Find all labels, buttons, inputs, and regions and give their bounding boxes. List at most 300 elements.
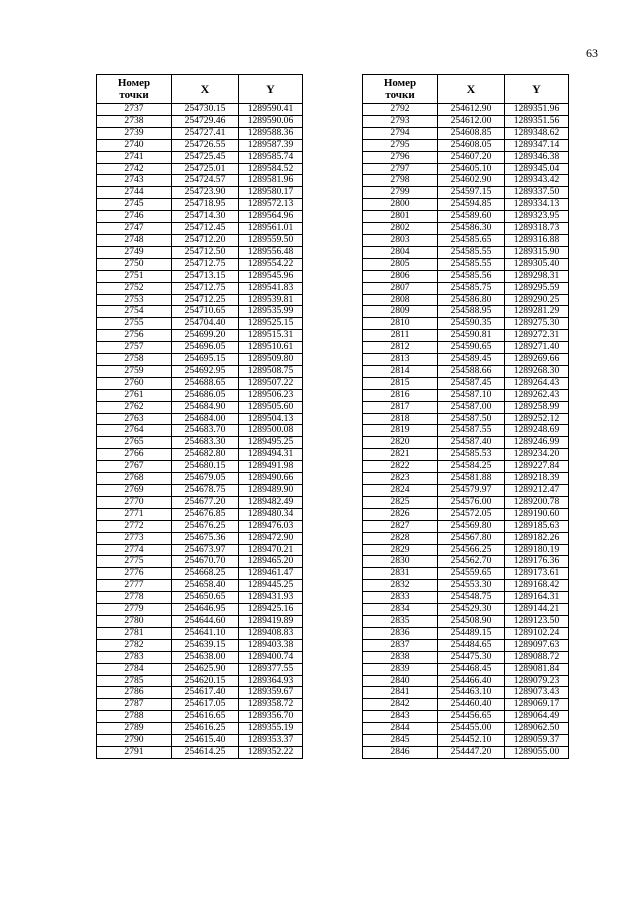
x-coordinate-cell: 254675.36 (172, 532, 239, 544)
table-row (97, 496, 303, 508)
table-row (97, 544, 303, 556)
x-coordinate-cell: 254587.55 (438, 425, 505, 437)
point-number-cell: 2787 (97, 699, 172, 711)
point-number-cell: 2808 (363, 294, 438, 306)
y-coordinate-cell: 1289580.17 (239, 187, 303, 199)
table-row (97, 663, 303, 675)
table-row (363, 627, 569, 639)
table-row (363, 223, 569, 235)
table-row (97, 556, 303, 568)
point-number-cell: 2822 (363, 461, 438, 473)
table-row (97, 520, 303, 532)
table-row (363, 246, 569, 258)
x-coordinate-cell: 254639.15 (172, 639, 239, 651)
x-coordinate-cell: 254553.30 (438, 580, 505, 592)
x-coordinate-cell: 254587.50 (438, 413, 505, 425)
y-coordinate-cell: 1289581.96 (239, 175, 303, 187)
table-row (97, 580, 303, 592)
point-number-cell: 2798 (363, 175, 438, 187)
table-row (97, 746, 303, 758)
point-number-cell: 2806 (363, 270, 438, 282)
y-coordinate-cell: 1289252.12 (505, 413, 569, 425)
y-coordinate-cell: 1289489.90 (239, 485, 303, 497)
y-coordinate-cell: 1289062.50 (505, 723, 569, 735)
x-coordinate-cell: 254617.05 (172, 699, 239, 711)
x-coordinate-cell: 254587.45 (438, 377, 505, 389)
table-row (97, 449, 303, 461)
x-coordinate-cell: 254579.97 (438, 485, 505, 497)
y-coordinate-cell: 1289182.26 (505, 532, 569, 544)
x-coordinate-cell: 254585.55 (438, 258, 505, 270)
point-number-cell: 2776 (97, 568, 172, 580)
y-coordinate-cell: 1289059.37 (505, 735, 569, 747)
x-coordinate-cell: 254559.65 (438, 568, 505, 580)
table-row (97, 223, 303, 235)
point-number-cell: 2815 (363, 377, 438, 389)
point-number-cell: 2841 (363, 687, 438, 699)
table-row (97, 318, 303, 330)
table-row (363, 413, 569, 425)
x-coordinate-cell: 254612.00 (438, 115, 505, 127)
point-number-cell: 2825 (363, 496, 438, 508)
table-row (363, 318, 569, 330)
table-row (363, 306, 569, 318)
table-row (363, 556, 569, 568)
table-row (363, 449, 569, 461)
y-coordinate-cell: 1289218.39 (505, 473, 569, 485)
point-number-cell: 2748 (97, 234, 172, 246)
x-coordinate-cell: 254614.25 (172, 746, 239, 758)
point-number-cell: 2828 (363, 532, 438, 544)
table-row (363, 258, 569, 270)
y-header: Y (505, 75, 569, 104)
x-coordinate-cell: 254456.65 (438, 711, 505, 723)
y-coordinate-cell: 1289465.20 (239, 556, 303, 568)
x-coordinate-cell: 254680.15 (172, 461, 239, 473)
y-coordinate-cell: 1289168.42 (505, 580, 569, 592)
point-number-cell: 2802 (363, 223, 438, 235)
table-row (97, 532, 303, 544)
y-coordinate-cell: 1289144.21 (505, 604, 569, 616)
x-coordinate-cell: 254594.85 (438, 199, 505, 211)
y-coordinate-cell: 1289559.50 (239, 234, 303, 246)
x-coordinate-cell: 254712.20 (172, 234, 239, 246)
table-row (363, 377, 569, 389)
y-coordinate-cell: 1289590.41 (239, 104, 303, 116)
y-coordinate-cell: 1289470.21 (239, 544, 303, 556)
table-row (97, 437, 303, 449)
point-number-cell: 2836 (363, 627, 438, 639)
x-coordinate-cell: 254597.15 (438, 187, 505, 199)
y-coordinate-cell: 1289572.13 (239, 199, 303, 211)
x-coordinate-cell: 254677.20 (172, 496, 239, 508)
x-coordinate-cell: 254686.05 (172, 389, 239, 401)
table-row (97, 115, 303, 127)
x-coordinate-cell: 254704.40 (172, 318, 239, 330)
y-coordinate-cell: 1289359.67 (239, 687, 303, 699)
x-coordinate-cell: 254616.25 (172, 723, 239, 735)
y-coordinate-cell: 1289272.31 (505, 330, 569, 342)
table-row (363, 580, 569, 592)
x-coordinate-cell: 254650.65 (172, 592, 239, 604)
point-number-cell: 2823 (363, 473, 438, 485)
table-row (97, 354, 303, 366)
table-row (97, 401, 303, 413)
point-number-cell: 2761 (97, 389, 172, 401)
point-number-cell: 2746 (97, 211, 172, 223)
x-coordinate-cell: 254710.65 (172, 306, 239, 318)
y-coordinate-cell: 1289564.96 (239, 211, 303, 223)
y-coordinate-cell: 1289271.40 (505, 342, 569, 354)
point-number-cell: 2796 (363, 151, 438, 163)
table-row (363, 425, 569, 437)
x-coordinate-cell: 254607.20 (438, 151, 505, 163)
x-coordinate-cell: 254589.60 (438, 211, 505, 223)
table-row (363, 735, 569, 747)
point-number-cell: 2834 (363, 604, 438, 616)
y-coordinate-cell: 1289541.83 (239, 282, 303, 294)
y-coordinate-cell: 1289088.72 (505, 651, 569, 663)
point-number-cell: 2749 (97, 246, 172, 258)
y-coordinate-cell: 1289323.95 (505, 211, 569, 223)
table-row (363, 532, 569, 544)
table-row (363, 520, 569, 532)
x-coordinate-cell: 254585.65 (438, 234, 505, 246)
x-coordinate-cell: 254712.75 (172, 258, 239, 270)
point-number-cell: 2769 (97, 485, 172, 497)
point-number-cell: 2839 (363, 663, 438, 675)
y-coordinate-cell: 1289290.25 (505, 294, 569, 306)
point-number-cell: 2810 (363, 318, 438, 330)
y-coordinate-cell: 1289504.13 (239, 413, 303, 425)
point-number-cell: 2807 (363, 282, 438, 294)
x-coordinate-cell: 254612.90 (438, 104, 505, 116)
y-coordinate-cell: 1289200.78 (505, 496, 569, 508)
x-coordinate-cell: 254608.05 (438, 139, 505, 151)
table-row (363, 711, 569, 723)
y-coordinate-cell: 1289425.16 (239, 604, 303, 616)
point-number-cell: 2737 (97, 104, 172, 116)
point-number-cell: 2781 (97, 627, 172, 639)
table-row (97, 723, 303, 735)
point-number-cell: 2824 (363, 485, 438, 497)
y-coordinate-cell: 1289515.31 (239, 330, 303, 342)
y-coordinate-cell: 1289445.25 (239, 580, 303, 592)
table-header-row (363, 75, 569, 104)
y-coordinate-cell: 1289585.74 (239, 151, 303, 163)
y-coordinate-cell: 1289510.61 (239, 342, 303, 354)
point-number-cell: 2774 (97, 544, 172, 556)
y-coordinate-cell: 1289173.61 (505, 568, 569, 580)
table-row (363, 568, 569, 580)
y-coordinate-cell: 1289364.93 (239, 675, 303, 687)
point-number-cell: 2760 (97, 377, 172, 389)
table-row (363, 401, 569, 413)
y-header: Y (239, 75, 303, 104)
x-coordinate-cell: 254572.05 (438, 508, 505, 520)
x-coordinate-cell: 254683.70 (172, 425, 239, 437)
y-coordinate-cell: 1289472.90 (239, 532, 303, 544)
table-row (363, 163, 569, 175)
table-row (97, 234, 303, 246)
y-coordinate-cell: 1289164.31 (505, 592, 569, 604)
y-coordinate-cell: 1289258.99 (505, 401, 569, 413)
x-coordinate-cell: 254602.90 (438, 175, 505, 187)
x-coordinate-cell: 254489.15 (438, 627, 505, 639)
table-row (363, 139, 569, 151)
table-row (97, 735, 303, 747)
point-number-header-line2: точки (385, 89, 415, 101)
table-row (363, 437, 569, 449)
point-number-cell: 2756 (97, 330, 172, 342)
x-coordinate-cell: 254585.55 (438, 246, 505, 258)
table-row (97, 163, 303, 175)
point-number-cell: 2768 (97, 473, 172, 485)
x-coordinate-cell: 254616.65 (172, 711, 239, 723)
coordinates-table-left (96, 74, 303, 759)
y-coordinate-cell: 1289318.73 (505, 223, 569, 235)
x-coordinate-cell: 254684.00 (172, 413, 239, 425)
x-coordinate-cell: 254452.10 (438, 735, 505, 747)
point-number-cell: 2832 (363, 580, 438, 592)
y-coordinate-cell: 1289355.19 (239, 723, 303, 735)
y-coordinate-cell: 1289298.31 (505, 270, 569, 282)
point-number-cell: 2747 (97, 223, 172, 235)
x-coordinate-cell: 254585.56 (438, 270, 505, 282)
x-coordinate-cell: 254724.57 (172, 175, 239, 187)
point-number-cell: 2789 (97, 723, 172, 735)
y-coordinate-cell: 1289539.81 (239, 294, 303, 306)
y-coordinate-cell: 1289055.00 (505, 746, 569, 758)
x-coordinate-cell: 254585.75 (438, 282, 505, 294)
table-row (97, 246, 303, 258)
x-coordinate-cell: 254668.25 (172, 568, 239, 580)
x-coordinate-cell: 254676.85 (172, 508, 239, 520)
point-number-cell: 2826 (363, 508, 438, 520)
y-coordinate-cell: 1289346.38 (505, 151, 569, 163)
table-row (97, 568, 303, 580)
point-number-cell: 2779 (97, 604, 172, 616)
point-number-header-line2: точки (119, 89, 149, 101)
x-header: X (438, 75, 505, 104)
y-coordinate-cell: 1289352.22 (239, 746, 303, 758)
point-number-header-line1: Номер (117, 77, 151, 89)
x-coordinate-cell: 254567.80 (438, 532, 505, 544)
point-number-cell: 2829 (363, 544, 438, 556)
point-number-cell: 2809 (363, 306, 438, 318)
point-number-cell: 2759 (97, 365, 172, 377)
x-coordinate-cell: 254475.30 (438, 651, 505, 663)
y-coordinate-cell: 1289315.90 (505, 246, 569, 258)
y-coordinate-cell: 1289509.80 (239, 354, 303, 366)
table-row (363, 342, 569, 354)
point-number-cell: 2814 (363, 365, 438, 377)
x-coordinate-cell: 254548.75 (438, 592, 505, 604)
y-coordinate-cell: 1289180.19 (505, 544, 569, 556)
point-number-cell: 2783 (97, 651, 172, 663)
x-coordinate-cell: 254484.65 (438, 639, 505, 651)
point-number-cell: 2740 (97, 139, 172, 151)
x-coordinate-cell: 254688.65 (172, 377, 239, 389)
x-header: X (172, 75, 239, 104)
point-number-cell: 2830 (363, 556, 438, 568)
y-coordinate-cell: 1289345.04 (505, 163, 569, 175)
point-number-cell: 2817 (363, 401, 438, 413)
table-row (97, 258, 303, 270)
table-row (363, 746, 569, 758)
x-coordinate-cell: 254673.97 (172, 544, 239, 556)
table-row (363, 663, 569, 675)
table-row (97, 294, 303, 306)
table-row (363, 651, 569, 663)
x-coordinate-cell: 254620.15 (172, 675, 239, 687)
point-number-cell: 2801 (363, 211, 438, 223)
x-coordinate-cell: 254713.15 (172, 270, 239, 282)
table-row (97, 104, 303, 116)
point-number-cell: 2757 (97, 342, 172, 354)
table-row (363, 461, 569, 473)
point-number-header-line1: Номер (383, 77, 417, 89)
x-coordinate-cell: 254699.20 (172, 330, 239, 342)
table-row (363, 187, 569, 199)
x-coordinate-cell: 254588.95 (438, 306, 505, 318)
x-coordinate-cell: 254658.40 (172, 580, 239, 592)
x-coordinate-cell: 254684.90 (172, 401, 239, 413)
point-number-cell: 2766 (97, 449, 172, 461)
y-coordinate-cell: 1289234.20 (505, 449, 569, 461)
y-coordinate-cell: 1289185.63 (505, 520, 569, 532)
x-coordinate-cell: 254586.30 (438, 223, 505, 235)
table-row (363, 699, 569, 711)
y-coordinate-cell: 1289069.17 (505, 699, 569, 711)
y-coordinate-cell: 1289190.60 (505, 508, 569, 520)
point-number-cell: 2785 (97, 675, 172, 687)
point-number-cell: 2778 (97, 592, 172, 604)
y-coordinate-cell: 1289316.88 (505, 234, 569, 246)
table-row (97, 615, 303, 627)
point-number-cell: 2816 (363, 389, 438, 401)
point-number-cell: 2742 (97, 163, 172, 175)
table-row (363, 485, 569, 497)
table-row (363, 389, 569, 401)
y-coordinate-cell: 1289377.55 (239, 663, 303, 675)
point-number-cell: 2794 (363, 127, 438, 139)
table-row (363, 615, 569, 627)
point-number-cell: 2777 (97, 580, 172, 592)
x-coordinate-cell: 254508.90 (438, 615, 505, 627)
y-coordinate-cell: 1289079.23 (505, 675, 569, 687)
table-row (97, 151, 303, 163)
point-number-cell: 2741 (97, 151, 172, 163)
y-coordinate-cell: 1289305.40 (505, 258, 569, 270)
table-row (97, 187, 303, 199)
x-coordinate-cell: 254463.10 (438, 687, 505, 699)
table-row (97, 425, 303, 437)
x-coordinate-cell: 254695.15 (172, 354, 239, 366)
x-coordinate-cell: 254466.40 (438, 675, 505, 687)
x-coordinate-cell: 254468.45 (438, 663, 505, 675)
x-coordinate-cell: 254569.80 (438, 520, 505, 532)
point-number-cell: 2782 (97, 639, 172, 651)
y-coordinate-cell: 1289505.60 (239, 401, 303, 413)
point-number-cell: 2755 (97, 318, 172, 330)
table-row (97, 342, 303, 354)
x-coordinate-cell: 254566.25 (438, 544, 505, 556)
point-number-cell: 2799 (363, 187, 438, 199)
y-coordinate-cell: 1289343.42 (505, 175, 569, 187)
y-coordinate-cell: 1289295.59 (505, 282, 569, 294)
point-number-cell: 2818 (363, 413, 438, 425)
page-number: 63 (586, 46, 598, 60)
table-row (363, 687, 569, 699)
y-coordinate-cell: 1289334.13 (505, 199, 569, 211)
point-number-cell: 2797 (363, 163, 438, 175)
x-coordinate-cell: 254712.50 (172, 246, 239, 258)
y-coordinate-cell: 1289176.36 (505, 556, 569, 568)
x-coordinate-cell: 254644.60 (172, 615, 239, 627)
x-coordinate-cell: 254696.05 (172, 342, 239, 354)
x-coordinate-cell: 254712.25 (172, 294, 239, 306)
x-coordinate-cell: 254587.10 (438, 389, 505, 401)
point-number-cell: 2743 (97, 175, 172, 187)
y-coordinate-cell: 1289419.89 (239, 615, 303, 627)
x-coordinate-cell: 254587.00 (438, 401, 505, 413)
y-coordinate-cell: 1289554.22 (239, 258, 303, 270)
table-row (363, 330, 569, 342)
table-row (363, 473, 569, 485)
y-coordinate-cell: 1289431.93 (239, 592, 303, 604)
y-coordinate-cell: 1289246.99 (505, 437, 569, 449)
point-number-cell: 2803 (363, 234, 438, 246)
y-coordinate-cell: 1289508.75 (239, 365, 303, 377)
x-coordinate-cell: 254576.00 (438, 496, 505, 508)
table-row (97, 175, 303, 187)
table-row (363, 104, 569, 116)
point-number-cell: 2846 (363, 746, 438, 758)
point-number-cell: 2753 (97, 294, 172, 306)
y-coordinate-cell: 1289337.50 (505, 187, 569, 199)
point-number-cell: 2838 (363, 651, 438, 663)
y-coordinate-cell: 1289281.29 (505, 306, 569, 318)
table-row (97, 306, 303, 318)
y-coordinate-cell: 1289525.15 (239, 318, 303, 330)
x-coordinate-cell: 254641.10 (172, 627, 239, 639)
y-coordinate-cell: 1289495.25 (239, 437, 303, 449)
table-row (363, 199, 569, 211)
x-coordinate-cell: 254676.25 (172, 520, 239, 532)
x-coordinate-cell: 254682.80 (172, 449, 239, 461)
point-number-cell: 2788 (97, 711, 172, 723)
x-coordinate-cell: 254617.40 (172, 687, 239, 699)
y-coordinate-cell: 1289590.06 (239, 115, 303, 127)
point-number-cell: 2831 (363, 568, 438, 580)
table-row (363, 508, 569, 520)
x-coordinate-cell: 254714.30 (172, 211, 239, 223)
x-coordinate-cell: 254679.05 (172, 473, 239, 485)
x-coordinate-cell: 254723.90 (172, 187, 239, 199)
y-coordinate-cell: 1289347.14 (505, 139, 569, 151)
table-row (97, 389, 303, 401)
y-coordinate-cell: 1289494.31 (239, 449, 303, 461)
point-number-cell: 2772 (97, 520, 172, 532)
point-number-cell: 2758 (97, 354, 172, 366)
x-coordinate-cell: 254638.00 (172, 651, 239, 663)
point-number-cell: 2842 (363, 699, 438, 711)
y-coordinate-cell: 1289123.50 (505, 615, 569, 627)
x-coordinate-cell: 254712.75 (172, 282, 239, 294)
point-number-cell: 2763 (97, 413, 172, 425)
x-coordinate-cell: 254584.25 (438, 461, 505, 473)
